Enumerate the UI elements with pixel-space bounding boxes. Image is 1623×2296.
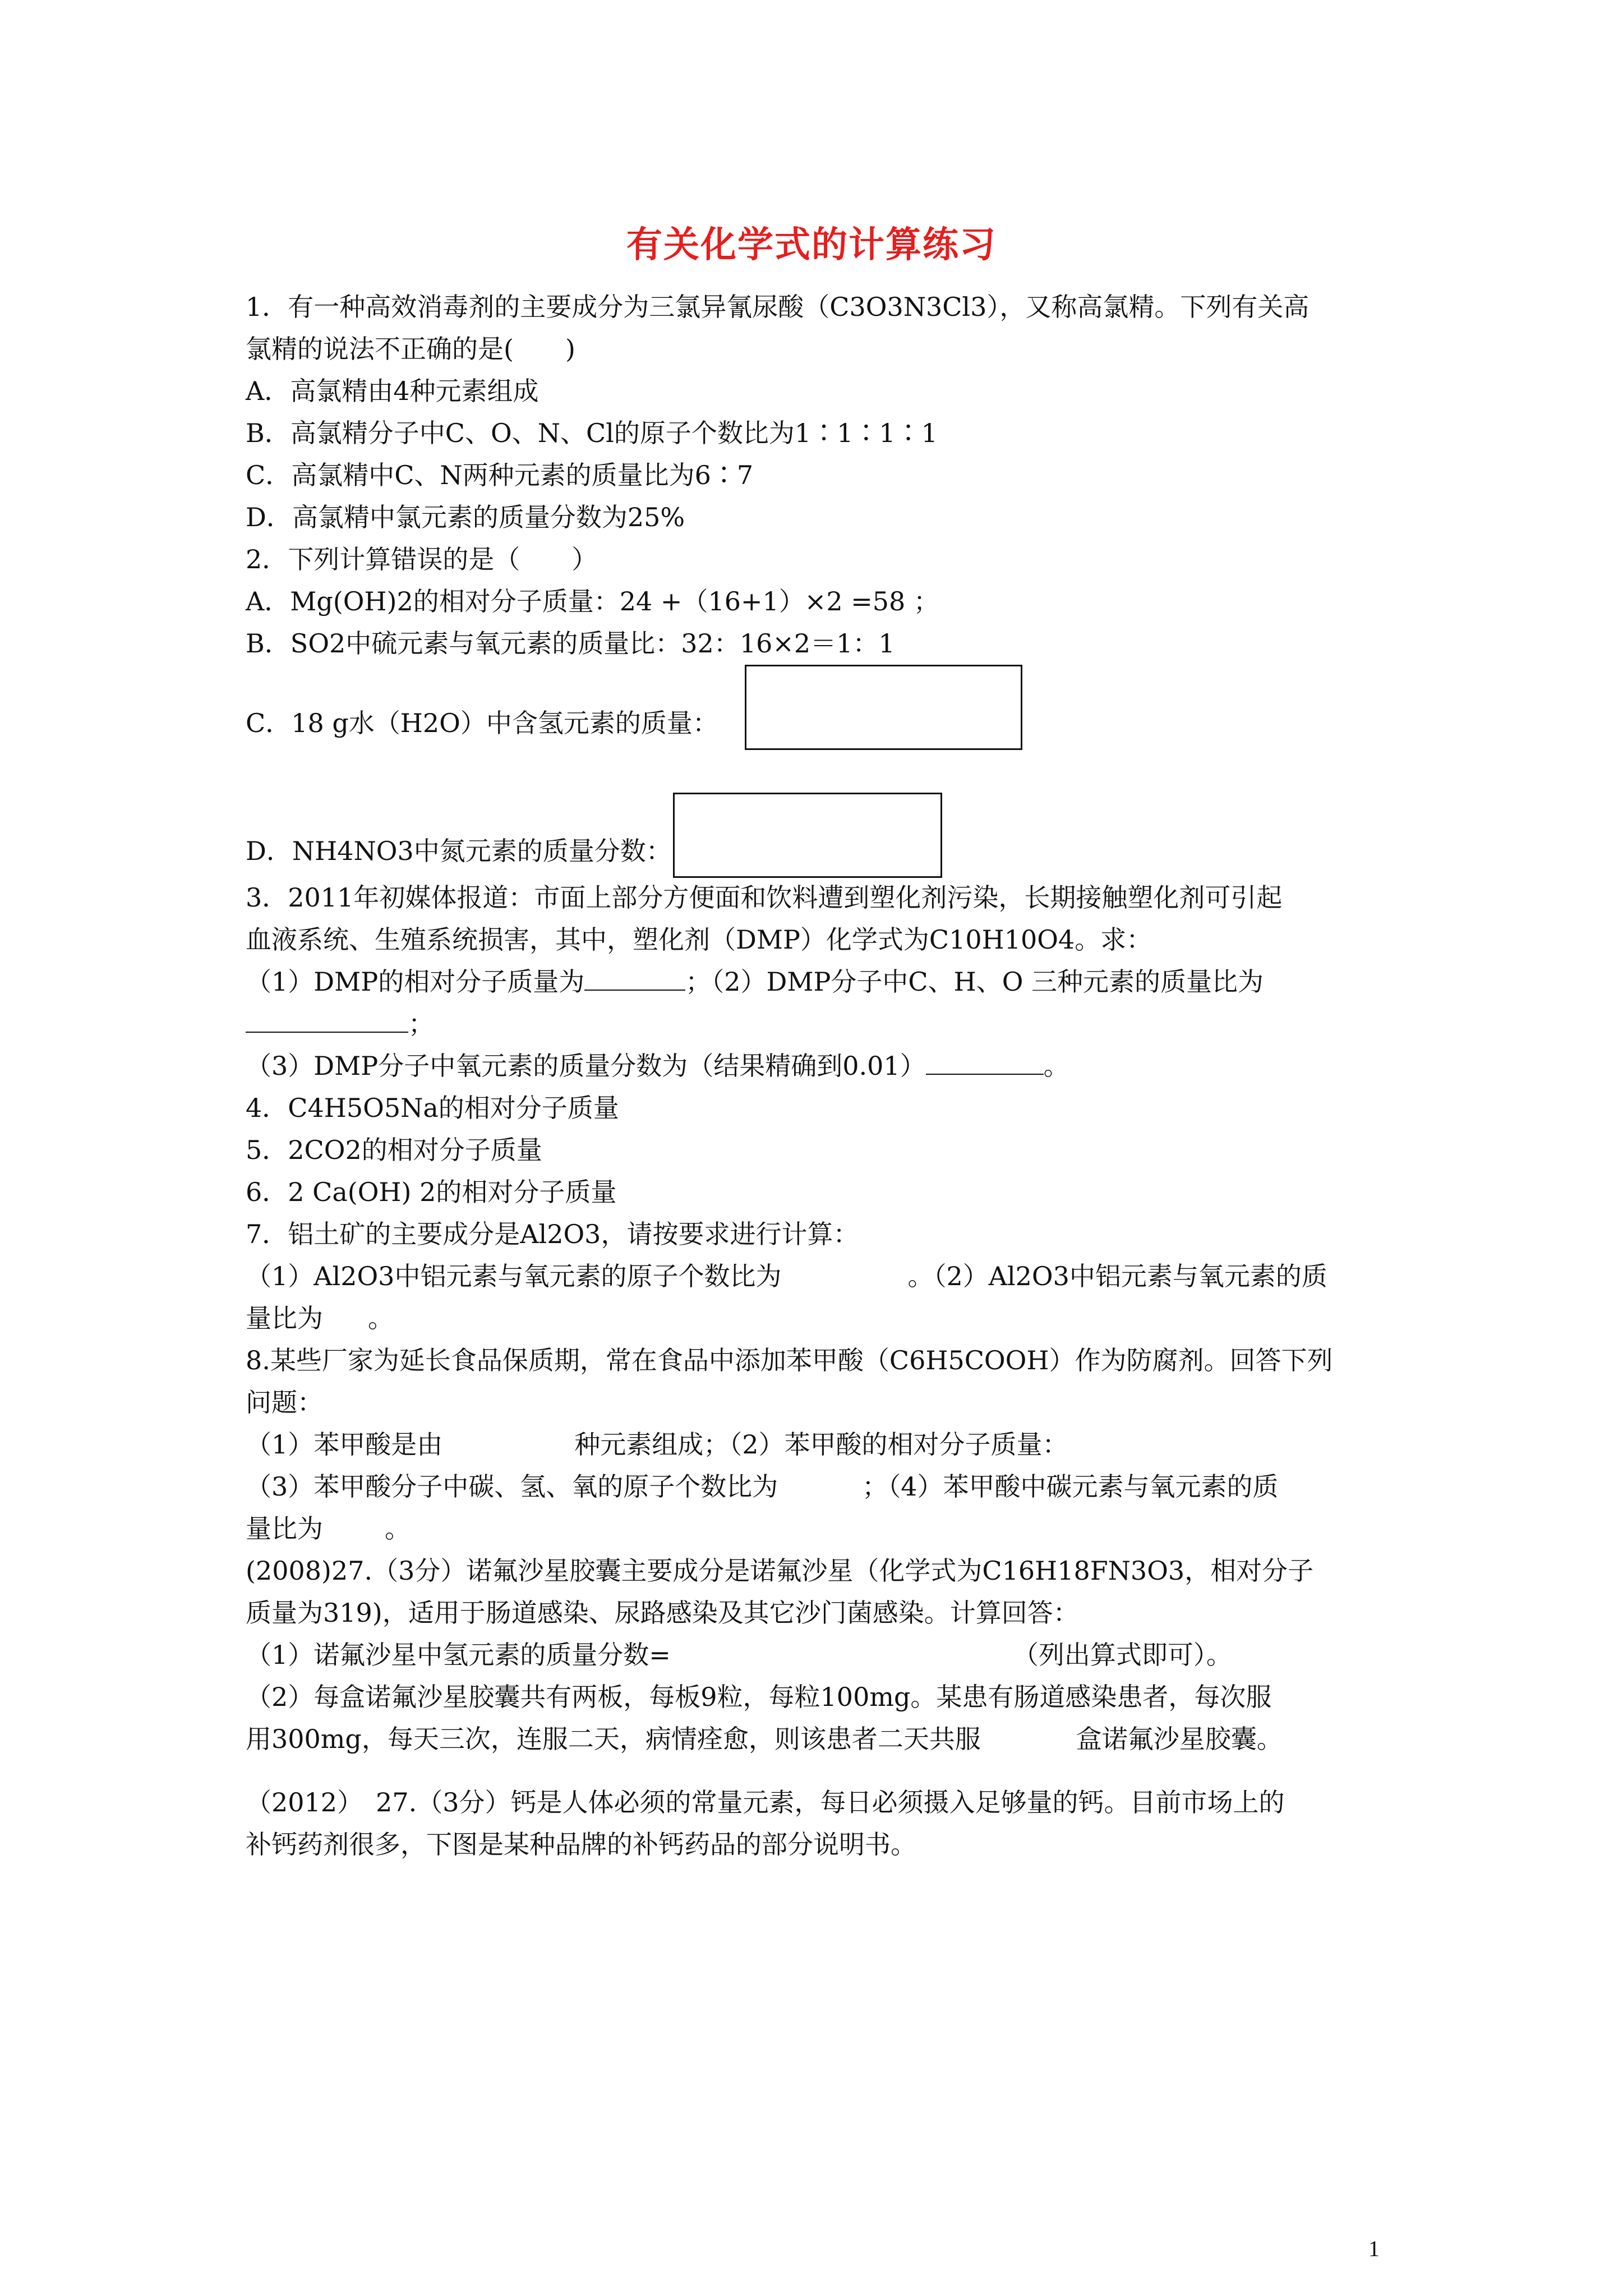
q7-line3-text: 量比为 <box>246 1303 323 1333</box>
q2-option-c: C．18 g水（H2O）中含氢元素的质量： <box>246 708 718 738</box>
q2-option-d: D．NH4NO3中氮元素的质量分数： <box>246 836 672 866</box>
page-number: 1 <box>1368 2236 1380 2261</box>
q3-part3-blank <box>926 1051 1044 1075</box>
q7-part2-text: 。（2）Al2O3中铝元素与氧元素的质 <box>907 1261 1327 1291</box>
q5: 5．2CO2的相对分子质量 <box>246 1135 542 1165</box>
q2-option-d-row <box>246 793 1401 877</box>
q8-line2: 问题： <box>246 1387 323 1418</box>
q3-line2: 血液系统、生殖系统损害，其中，塑化剂（DMP）化学式为C10H10O4。求： <box>246 924 1152 955</box>
q3-line5-punct: 。 <box>1043 1051 1069 1081</box>
q3-line3 <box>246 961 1401 1003</box>
q8-line3 <box>246 1424 1401 1466</box>
q3-line1: 3．2011年初媒体报道：市面上部分方便面和饮料遭到塑化剂污染，长期接触塑化剂可引起 <box>246 882 1283 913</box>
q27-2008-line5 <box>246 1718 1401 1760</box>
paragraph-gap <box>246 1760 1401 1782</box>
q2-option-b: B．SO2中硫元素与氧元素的质量比：32：16×2＝1：1 <box>246 628 895 659</box>
page-title: 有关化学式的计算练习 <box>626 224 997 266</box>
q8-line4 <box>246 1466 1401 1508</box>
q27-2008-line1: (2008)27.（3分）诺氟沙星胶囊主要成分是诺氟沙星（化学式为C16H18FN3O3，相对分子 <box>246 1556 1314 1586</box>
q7-part1-text: （1）Al2O3中铝元素与氧元素的原子个数比为 <box>246 1261 782 1291</box>
q27-2008-line4: （2）每盒诺氟沙星胶囊共有两板，每板9粒，每粒100mg。某患有肠道感染患者，每次服 <box>246 1682 1272 1712</box>
q3-line4 <box>246 1003 1401 1045</box>
q3-part1-blank <box>584 967 685 991</box>
q1-stem-line2: 氯精的说法不正确的是( ) <box>246 334 575 364</box>
q7-stem: 7．铝土矿的主要成分是Al2O3，请按要求进行计算： <box>246 1219 859 1249</box>
q27-2008-part1-note: （列出算式即可）。 <box>1012 1640 1232 1670</box>
q3-part2-text: ；（2）DMP分子中C、H、O 三种元素的质量比为 <box>685 967 1264 997</box>
q27-2012-line2: 补钙药剂很多，下图是某种品牌的补钙药品的部分说明书。 <box>246 1829 916 1860</box>
q27-2008-part2-text: 用300mg，每天三次，连服二天，病情痊愈，则该患者二天共服 <box>246 1724 981 1754</box>
q8-line5-text: 量比为 <box>246 1513 323 1544</box>
q7-line2 <box>246 1255 1401 1297</box>
q8-part3-text: （3）苯甲酸分子中碳、氢、氧的原子个数比为 <box>246 1471 778 1502</box>
q8-part2-text: 种元素组成；（2）苯甲酸的相对分子质量： <box>574 1429 1068 1460</box>
document-body <box>246 286 1401 1866</box>
q1-option-c: C．高氯精中C、N两种元素的质量比为6∶7 <box>246 460 754 490</box>
q8-line5-punct: 。 <box>385 1513 411 1544</box>
q6: 6．2 Ca(OH) 2的相对分子质量 <box>246 1177 617 1207</box>
q3-line4-punct: ； <box>408 1009 434 1039</box>
q2-option-c-row <box>246 665 1401 749</box>
q27-2008-line3 <box>246 1634 1401 1676</box>
q2-option-a: A．Mg(OH)2的相对分子质量：24 +（16+1）×2 =58 ； <box>246 586 939 616</box>
q1-stem-line1: 1．有一种高效消毒剂的主要成分为三氯异氰尿酸（C3O3N3Cl3），又称高氯精。下列有关高 <box>246 292 1310 322</box>
q3-part3-text: （3）DMP分子中氧元素的质量分数为（结果精确到0.01） <box>246 1051 926 1081</box>
q2-option-c-formula-box <box>745 665 1022 750</box>
q7-line3-punct: 。 <box>368 1303 394 1333</box>
q7-line3 <box>246 1297 1401 1340</box>
q8-line5 <box>246 1508 1401 1550</box>
q27-2008-part1-text: （1）诺氟沙星中氢元素的质量分数= <box>246 1640 671 1670</box>
q3-part1-text: （1）DMP的相对分子质量为 <box>246 967 585 997</box>
q1-option-d: D．高氯精中氯元素的质量分数为25% <box>246 502 685 532</box>
q8-part4-text: ；（4）苯甲酸中碳元素与氧元素的质 <box>862 1471 1279 1502</box>
q2-option-d-formula-box <box>673 793 942 878</box>
q8-line1: 8.某些厂家为延长食品保质期，常在食品中添加苯甲酸（C6H5COOH）作为防腐剂。回答下列 <box>246 1345 1333 1375</box>
q1-option-b: B．高氯精分子中C、O、N、Cl的原子个数比为1∶1∶1∶1 <box>246 418 938 448</box>
q3-part2-blank <box>246 1009 408 1033</box>
q27-2012-line1: （2012） 27.（3分）钙是人体必须的常量元素，每日必须摄入足够量的钙。目前市场上的 <box>246 1787 1285 1818</box>
q3-line5 <box>246 1045 1401 1087</box>
q27-2008-line2: 质量为319)，适用于肠道感染、尿路感染及其它沙门菌感染。计算回答： <box>246 1598 1079 1628</box>
q27-2008-part2-tail: 盒诺氟沙星胶囊。 <box>1076 1724 1283 1754</box>
q4: 4．C4H5O5Na的相对分子质量 <box>246 1093 619 1123</box>
q2-stem: 2．下列计算错误的是（ ） <box>246 544 598 574</box>
q8-part1-text: （1）苯甲酸是由 <box>246 1429 443 1460</box>
q1-option-a: A．高氯精由4种元素组成 <box>246 376 539 406</box>
